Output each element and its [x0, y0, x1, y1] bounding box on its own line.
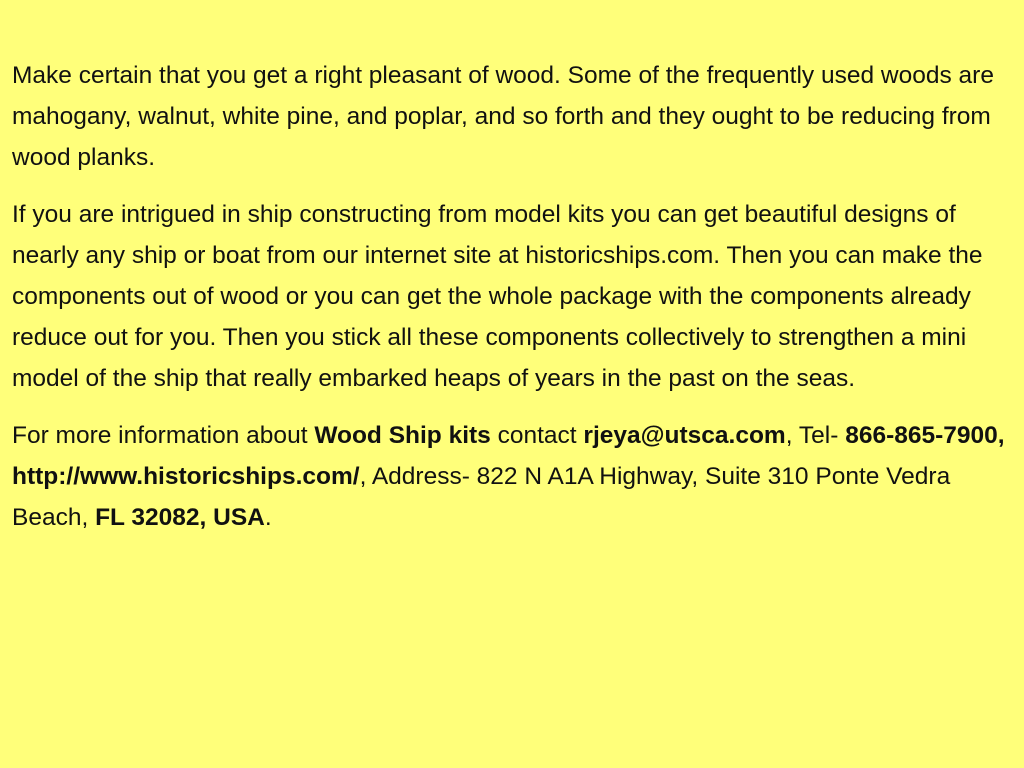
contact-tel-label: , Tel-	[785, 422, 846, 449]
contact-email: rjeya@utsca.com	[583, 422, 786, 449]
contact-state-zip: FL 32082, USA	[95, 504, 265, 531]
contact-end: .	[264, 504, 272, 531]
contact-topic: Wood Ship kits	[314, 422, 491, 449]
contact-intro: For more information about	[12, 422, 315, 449]
contact-phone-url: 866-865-7900, http://www.historicships.com/	[12, 422, 1005, 490]
slide-body	[12, 55, 1018, 538]
paragraph-contact-info	[12, 415, 1018, 538]
paragraph-wood-types: Make certain that you get a right pleasant of wood. Some of the frequently used woods are mahogany, walnut, white pine, and poplar, and so forth and they ought to be reducing from wood planks.	[12, 62, 994, 171]
contact-address: , Address- 822 N A1A Highway, Suite 310 Ponte Vedra Beach,	[12, 463, 951, 531]
contact-word: contact	[490, 422, 584, 449]
paragraph-model-kits: If you are intrigued in ship constructing from model kits you can get beautiful designs of nearly any ship or boat from our internet site at historicships.com. Then you can make the components out of wood or you can get the whole package with the components already reduce out for you. Then you stick all these components collectively to strengthen a mini model of the ship that really embarked heaps of years in the past on the seas.	[12, 201, 983, 392]
